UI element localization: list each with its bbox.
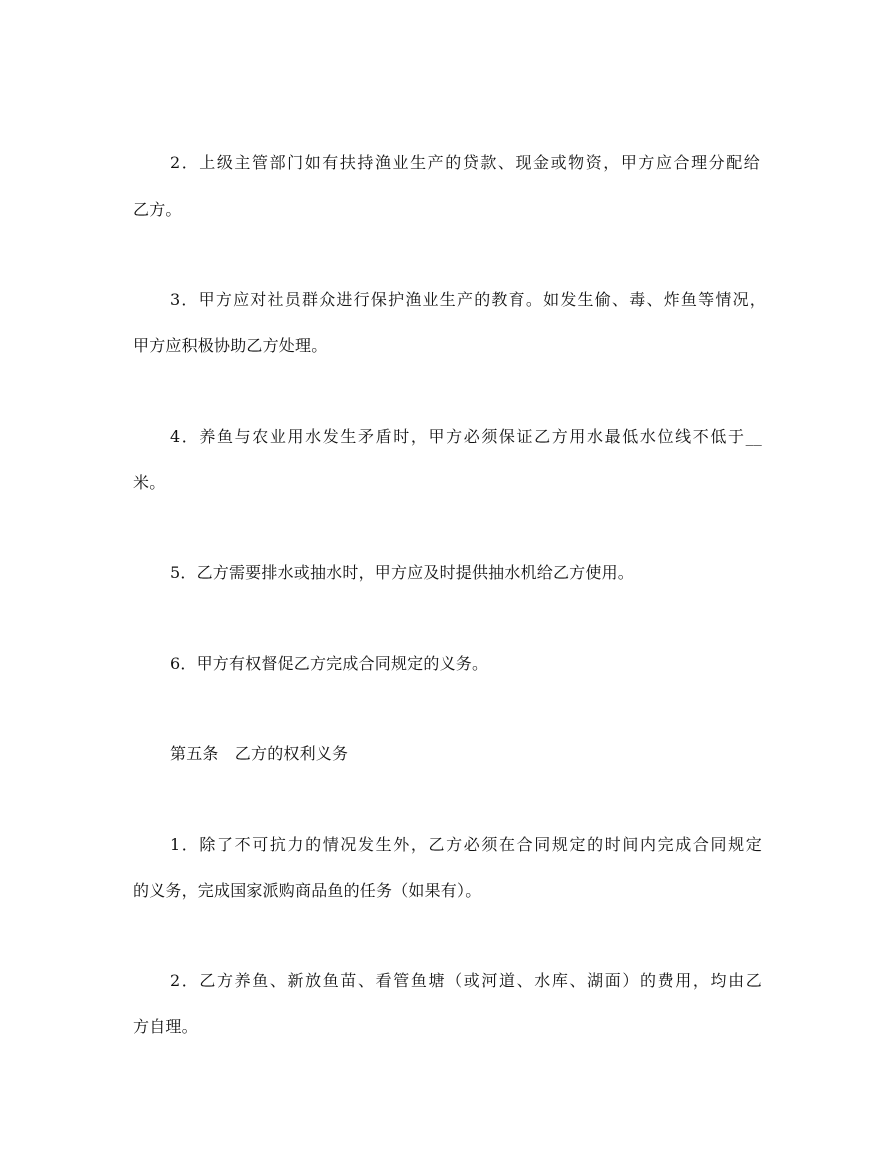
clause-2-line-2: 乙方。 (133, 200, 182, 219)
clause-3-line-2: 甲方应积极协助乙方处理。 (133, 336, 328, 355)
section-clause-1-line-2: 的义务，完成国家派购商品鱼的任务（如果有）。 (133, 881, 482, 900)
section-clause-2-line-2: 方自理。 (133, 1017, 198, 1036)
clause-4-line-2: 米。 (133, 473, 166, 492)
clause-3-line-1: 3．甲方应对社员群众进行保护渔业生产的教育。如发生偷、毒、炸鱼等情况， (170, 290, 766, 309)
section-heading: 第五条 乙方的权利义务 (170, 744, 349, 763)
clause-5-line-1: 5．乙方需要排水或抽水时，甲方应及时提供抽水机给乙方使用。 (170, 563, 634, 582)
clause-2-line-1: 2．上级主管部门如有扶持渔业生产的贷款、现金或物资，甲方应合理分配给 (170, 153, 760, 172)
section-clause-1-line-1: 1．除了不可抗力的情况发生外，乙方必须在合同规定的时间内完成合同规定 (170, 835, 762, 854)
section-clause-2-line-1: 2．乙方养鱼、新放鱼苗、看管鱼塘（或河道、水库、湖面）的费用，均由乙 (170, 971, 762, 990)
clause-6-line-1: 6．甲方有权督促乙方完成合同规定的义务。 (170, 654, 489, 673)
clause-4-line-1: 4．养鱼与农业用水发生矛盾时，甲方必须保证乙方用水最低水位线不低于__ (170, 427, 762, 446)
